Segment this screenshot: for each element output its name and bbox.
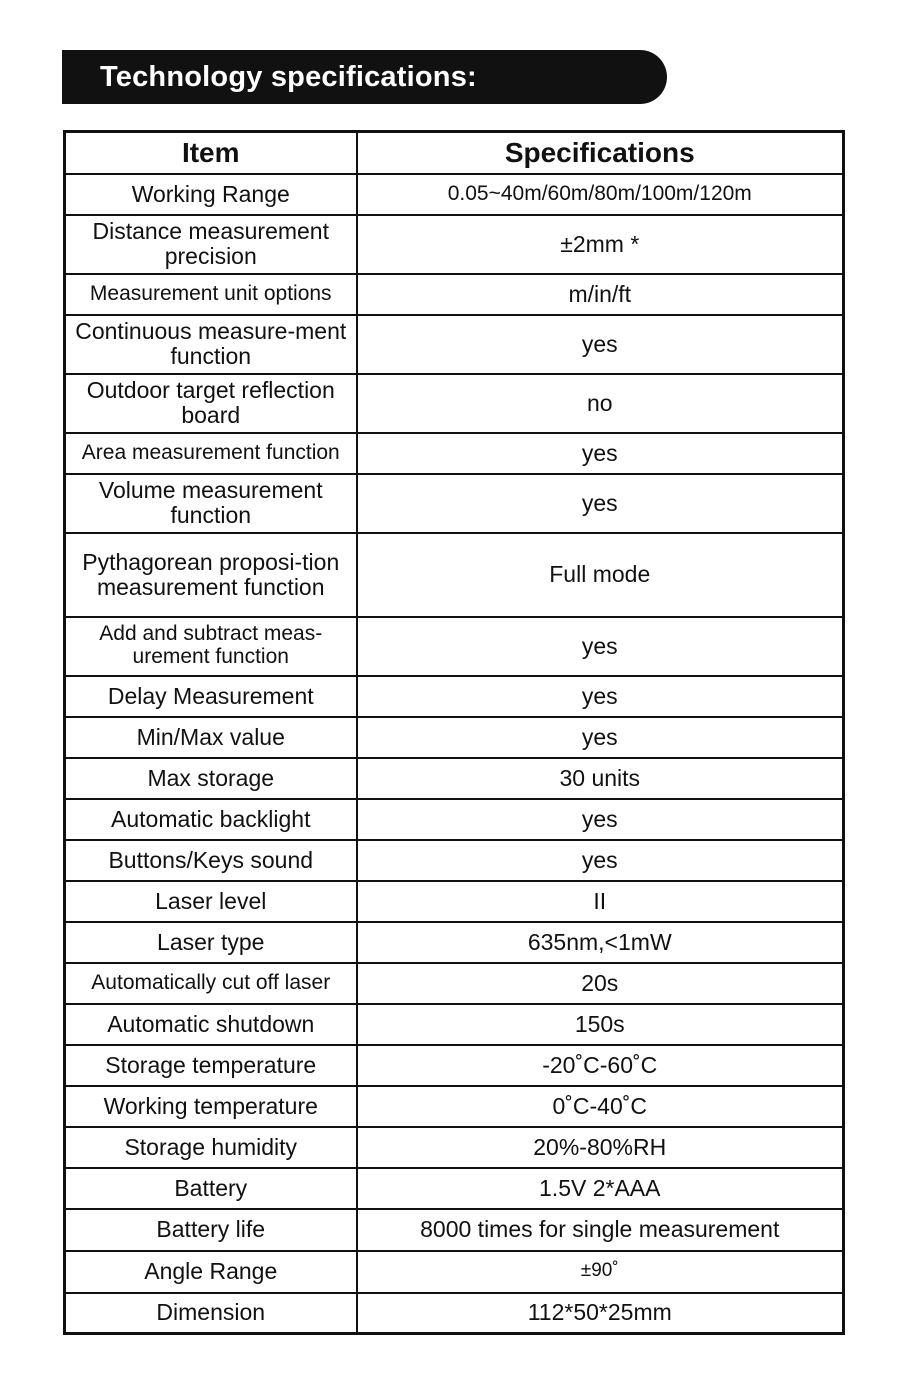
spec-cell: no — [357, 374, 844, 433]
spec-cell: yes — [357, 717, 844, 758]
table-row — [65, 1045, 844, 1086]
item-cell: Pythagorean proposi-tion measurement function — [65, 533, 357, 617]
table-row — [65, 881, 844, 922]
table-row — [65, 799, 844, 840]
item-cell: Min/Max value — [65, 717, 357, 758]
item-cell: Continuous measure-ment function — [65, 315, 357, 374]
spec-cell: yes — [357, 433, 844, 474]
item-cell: Working Range — [65, 174, 357, 215]
spec-cell: 112*50*25mm — [357, 1293, 844, 1334]
spec-cell: 0˚C-40˚C — [357, 1086, 844, 1127]
spec-cell: 20%-80%RH — [357, 1127, 844, 1168]
table-row — [65, 274, 844, 315]
table-row — [65, 215, 844, 274]
table-row — [65, 533, 844, 617]
column-header-specifications: Specifications — [357, 132, 844, 174]
table-row — [65, 433, 844, 474]
spec-cell: yes — [357, 474, 844, 533]
table-row — [65, 374, 844, 433]
table-row — [65, 963, 844, 1004]
spec-cell: m/in/ft — [357, 274, 844, 315]
spec-cell: 0.05~40m/60m/80m/100m/120m — [357, 174, 844, 215]
item-cell: Volume measurement function — [65, 474, 357, 533]
item-cell: Laser type — [65, 922, 357, 963]
item-cell: Working temperature — [65, 1086, 357, 1127]
table-row — [65, 717, 844, 758]
table-row — [65, 474, 844, 533]
spec-cell: yes — [357, 617, 844, 676]
item-cell: Dimension — [65, 1293, 357, 1334]
spec-cell: Full mode — [357, 533, 844, 617]
table-row — [65, 315, 844, 374]
table-header-row — [65, 132, 844, 174]
table-row — [65, 1293, 844, 1334]
spec-cell: 20s — [357, 963, 844, 1004]
table-row — [65, 1004, 844, 1045]
table-row — [65, 1168, 844, 1209]
spec-cell: yes — [357, 799, 844, 840]
spec-cell: yes — [357, 676, 844, 717]
table-row — [65, 1209, 844, 1251]
item-cell: Distance measurement precision — [65, 215, 357, 274]
table-row — [65, 922, 844, 963]
spec-cell: 8000 times for single measurement — [357, 1209, 844, 1251]
table-row — [65, 617, 844, 676]
item-cell: Buttons/Keys sound — [65, 840, 357, 881]
spec-table-body — [65, 174, 844, 1334]
spec-cell: 30 units — [357, 758, 844, 799]
item-cell: Automatically cut off laser — [65, 963, 357, 1004]
spec-cell: II — [357, 881, 844, 922]
spec-cell: 1.5V 2*AAA — [357, 1168, 844, 1209]
item-cell: Laser level — [65, 881, 357, 922]
item-cell: Max storage — [65, 758, 357, 799]
table-row — [65, 758, 844, 799]
table-row — [65, 1251, 844, 1293]
spec-cell: yes — [357, 840, 844, 881]
table-row — [65, 840, 844, 881]
page-title: Technology specifications: — [100, 60, 477, 93]
item-cell: Automatic shutdown — [65, 1004, 357, 1045]
table-row — [65, 676, 844, 717]
item-cell: Battery — [65, 1168, 357, 1209]
spec-cell: yes — [357, 315, 844, 374]
spec-cell: 635nm,<1mW — [357, 922, 844, 963]
spec-cell: ±90˚ — [357, 1251, 844, 1293]
title-banner — [62, 50, 667, 104]
item-cell: Area measurement function — [65, 433, 357, 474]
spec-cell: ±2mm * — [357, 215, 844, 274]
table-row — [65, 1127, 844, 1168]
spec-table — [63, 130, 845, 1335]
item-cell: Measurement unit options — [65, 274, 357, 315]
item-cell: Storage humidity — [65, 1127, 357, 1168]
spec-cell: -20˚C-60˚C — [357, 1045, 844, 1086]
spec-cell: 150s — [357, 1004, 844, 1045]
item-cell: Outdoor target reflection board — [65, 374, 357, 433]
item-cell: Battery life — [65, 1209, 357, 1251]
table-row — [65, 1086, 844, 1127]
item-cell: Angle Range — [65, 1251, 357, 1293]
item-cell: Automatic backlight — [65, 799, 357, 840]
item-cell: Add and subtract meas-urement function — [65, 617, 357, 676]
item-cell: Delay Measurement — [65, 676, 357, 717]
table-row — [65, 174, 844, 215]
column-header-item: Item — [65, 132, 357, 174]
item-cell: Storage temperature — [65, 1045, 357, 1086]
